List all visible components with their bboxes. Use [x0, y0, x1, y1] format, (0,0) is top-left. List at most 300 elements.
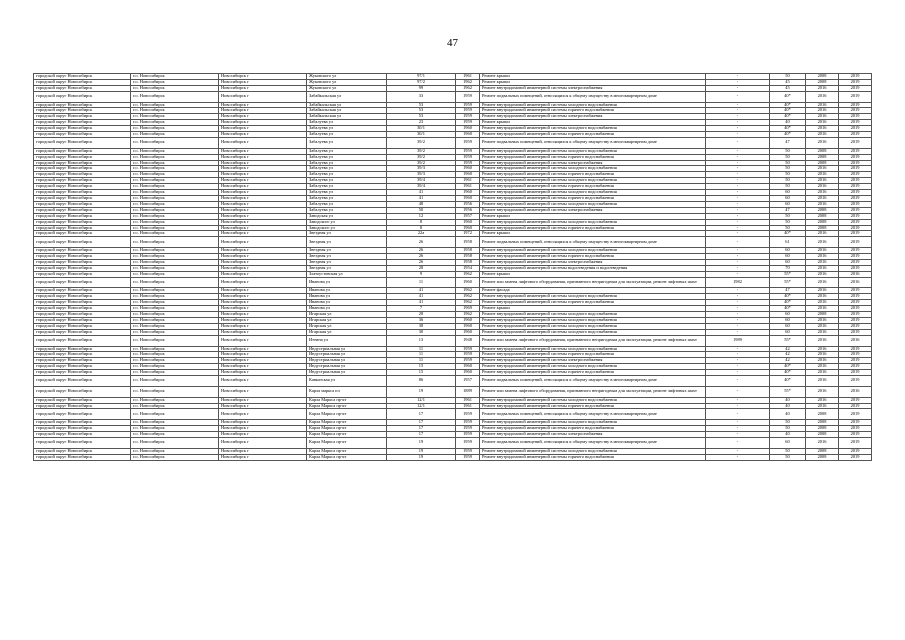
street-cell: Забайкальская ул [307, 108, 387, 114]
col-i-cell: 47 [770, 288, 806, 294]
year-cell: 1959 [456, 108, 480, 114]
street-cell: Индустриальная ул [307, 370, 387, 376]
plan-start-cell: 2008 [806, 426, 839, 432]
house-cell: 9 [387, 271, 456, 277]
plan-start-cell: 2016 [806, 352, 839, 358]
col-h-cell: - [706, 323, 770, 329]
col-i-cell: 61 [770, 237, 806, 248]
work-type-cell: Ремонт внутридомовой инженерной системы электроснабжения [480, 207, 706, 213]
year-cell: 1960 [456, 277, 480, 288]
locality-cell: Новосибирск г [219, 346, 307, 352]
year-cell: 1962 [456, 300, 480, 306]
house-cell: 19 [387, 448, 456, 454]
col-h-cell: - [706, 300, 770, 306]
plan-start-cell: 2016 [806, 184, 839, 190]
locality-cell: Новосибирск г [219, 172, 307, 178]
work-type-cell: Ремонт внутридомовой инженерной системы холодного водоснабжения [480, 102, 706, 108]
house-cell: 23 [387, 120, 456, 126]
work-type-cell: Ремонт внутридомовой инженерной системы электроснабжения [480, 358, 706, 364]
municipality-cell: городской округ Новосибирск [34, 259, 131, 265]
municipality-cell: городской округ Новосибирск [34, 196, 131, 202]
settlement-cell: г.о. Новосибирск [131, 420, 219, 426]
municipality-cell: городской округ Новосибирск [34, 91, 131, 102]
work-type-cell: Ремонт внутридомовой инженерной системы холодного водоснабжения [480, 312, 706, 318]
street-cell: Индустриальная ул [307, 352, 387, 358]
col-h-cell: - [706, 231, 770, 237]
col-i-cell: 50 [770, 213, 806, 219]
street-cell: Забалуева ул [307, 126, 387, 132]
plan-end-cell: 2019 [839, 318, 872, 324]
col-i-cell: 55* [770, 277, 806, 288]
plan-start-cell: 2008 [806, 148, 839, 154]
plan-start-cell: 2016 [806, 102, 839, 108]
settlement-cell: г.о. Новосибирск [131, 306, 219, 312]
locality-cell: Новосибирск г [219, 300, 307, 306]
col-h-cell: - [706, 148, 770, 154]
col-h-cell: - [706, 254, 770, 260]
municipality-cell: городской округ Новосибирск [34, 74, 131, 80]
house-cell: 30 [387, 329, 456, 335]
col-i-cell: 50 [770, 172, 806, 178]
plan-start-cell: 2016 [806, 132, 839, 138]
col-i-cell: 50 [770, 448, 806, 454]
municipality-cell: городской округ Новосибирск [34, 254, 131, 260]
street-cell: Звездная ул [307, 237, 387, 248]
year-cell: 1956 [456, 201, 480, 207]
year-cell: 1960 [456, 196, 480, 202]
municipality-cell: городской округ Новосибирск [34, 132, 131, 138]
work-type-cell: Ремонт или замена лифтового оборудования, признанного непригодным для эксплуатации, ремонт лифтовых шахт [480, 386, 706, 397]
col-i-cell: 50 [770, 426, 806, 432]
municipality-cell: городской округ Новосибирск [34, 312, 131, 318]
col-h-cell: - [706, 312, 770, 318]
col-i-cell: 60 [770, 318, 806, 324]
locality-cell: Новосибирск г [219, 231, 307, 237]
municipality-cell: городской округ Новосибирск [34, 306, 131, 312]
plan-start-cell: 2008 [806, 160, 839, 166]
capital-repair-table [33, 73, 872, 461]
work-type-cell: Ремонт внутридомовой инженерной системы горячего водоснабжения [480, 352, 706, 358]
settlement-cell: г.о. Новосибирск [131, 346, 219, 352]
settlement-cell: г.о. Новосибирск [131, 397, 219, 403]
table-row [34, 137, 872, 148]
year-cell: 1962 [456, 294, 480, 300]
col-i-cell: 55* [770, 386, 806, 397]
municipality-cell: городской округ Новосибирск [34, 219, 131, 225]
house-cell: 50 [387, 207, 456, 213]
year-cell: 1959 [456, 448, 480, 454]
settlement-cell: г.о. Новосибирск [131, 335, 219, 346]
locality-cell: Новосибирск г [219, 114, 307, 120]
plan-end-cell: 2019 [839, 120, 872, 126]
year-cell: 1959 [456, 420, 480, 426]
work-type-cell: Ремонт внутридомовой инженерной системы электроснабжения [480, 259, 706, 265]
house-cell: 39/3 [387, 166, 456, 172]
house-cell: 30/1 [387, 132, 456, 138]
locality-cell: Новосибирск г [219, 85, 307, 91]
street-cell: Заводского ул [307, 225, 387, 231]
work-type-cell: Ремонт внутридомовой инженерной системы горячего водоснабжения [480, 370, 706, 376]
plan-end-cell: 2019 [839, 225, 872, 231]
year-cell: 1889 [456, 386, 480, 397]
settlement-cell: г.о. Новосибирск [131, 154, 219, 160]
plan-end-cell: 2019 [839, 346, 872, 352]
plan-end-cell: 2019 [839, 154, 872, 160]
street-cell: Жуковского ул [307, 85, 387, 91]
col-h-cell: - [706, 137, 770, 148]
plan-start-cell: 2016 [806, 166, 839, 172]
municipality-cell: городской округ Новосибирск [34, 420, 131, 426]
col-i-cell: 60 [770, 254, 806, 260]
house-cell: 19 [387, 454, 456, 460]
col-h-cell: - [706, 213, 770, 219]
work-type-cell: Ремонт крыши [480, 271, 706, 277]
house-cell: 19 [387, 386, 456, 397]
year-cell: 1960 [456, 126, 480, 132]
year-cell: 1960 [456, 219, 480, 225]
year-cell: 1962 [456, 312, 480, 318]
settlement-cell: г.о. Новосибирск [131, 213, 219, 219]
year-cell: 1962 [456, 288, 480, 294]
municipality-cell: городской округ Новосибирск [34, 190, 131, 196]
municipality-cell: городской округ Новосибирск [34, 352, 131, 358]
plan-end-cell: 2019 [839, 358, 872, 364]
col-h-cell: - [706, 160, 770, 166]
plan-start-cell: 2016 [806, 277, 839, 288]
col-h-cell: - [706, 352, 770, 358]
house-cell: 41 [387, 288, 456, 294]
settlement-cell: г.о. Новосибирск [131, 312, 219, 318]
house-cell: 39/3 [387, 172, 456, 178]
col-i-cell: 45 [770, 85, 806, 91]
plan-start-cell: 2016 [806, 254, 839, 260]
street-cell: Карла маркса пл [307, 386, 387, 397]
plan-start-cell: 2016 [806, 265, 839, 271]
street-cell: Индустриальная ул [307, 346, 387, 352]
col-h-cell: 1982 [706, 277, 770, 288]
house-cell: 41 [387, 196, 456, 202]
street-cell: Звездная ул [307, 265, 387, 271]
plan-start-cell: 2016 [806, 323, 839, 329]
plan-start-cell: 2016 [806, 120, 839, 126]
year-cell: 1959 [456, 409, 480, 420]
street-cell: Забалуева ул [307, 154, 387, 160]
work-type-cell: Ремонт внутридомовой инженерной системы холодного водоснабжения [480, 420, 706, 426]
col-i-cell: 60 [770, 329, 806, 335]
plan-end-cell: 2016 [839, 335, 872, 346]
settlement-cell: г.о. Новосибирск [131, 120, 219, 126]
house-cell: 53 [387, 102, 456, 108]
house-cell: 39/4 [387, 178, 456, 184]
col-i-cell: 40* [770, 231, 806, 237]
work-type-cell: Ремонт крыши [480, 231, 706, 237]
year-cell: 1959 [456, 148, 480, 154]
table-row [34, 237, 872, 248]
house-cell: 26 [387, 248, 456, 254]
locality-cell: Новосибирск г [219, 201, 307, 207]
locality-cell: Новосибирск г [219, 409, 307, 420]
municipality-cell: городской округ Новосибирск [34, 294, 131, 300]
locality-cell: Новосибирск г [219, 376, 307, 387]
plan-start-cell: 2008 [806, 448, 839, 454]
settlement-cell: г.о. Новосибирск [131, 432, 219, 438]
plan-end-cell: 2019 [839, 190, 872, 196]
municipality-cell: городской округ Новосибирск [34, 237, 131, 248]
plan-end-cell: 2019 [839, 178, 872, 184]
plan-end-cell: 2019 [839, 213, 872, 219]
col-h-cell: - [706, 403, 770, 409]
plan-end-cell: 2019 [839, 201, 872, 207]
col-i-cell: 40* [770, 294, 806, 300]
col-h-cell: - [706, 386, 770, 397]
settlement-cell: г.о. Новосибирск [131, 454, 219, 460]
plan-start-cell: 2016 [806, 294, 839, 300]
work-type-cell: Ремонт крыши [480, 74, 706, 80]
house-cell: 99 [387, 85, 456, 91]
settlement-cell: г.о. Новосибирск [131, 178, 219, 184]
plan-start-cell: 2016 [806, 403, 839, 409]
locality-cell: Новосибирск г [219, 160, 307, 166]
col-h-cell: - [706, 271, 770, 277]
locality-cell: Новосибирск г [219, 178, 307, 184]
locality-cell: Новосибирск г [219, 225, 307, 231]
municipality-cell: городской округ Новосибирск [34, 85, 131, 91]
col-h-cell: - [706, 248, 770, 254]
work-type-cell: Ремонт внутридомовой инженерной системы горячего водоснабжения [480, 300, 706, 306]
col-i-cell: 50 [770, 454, 806, 460]
col-h-cell: - [706, 437, 770, 448]
plan-end-cell: 2019 [839, 300, 872, 306]
work-type-cell: Ремонт крыши [480, 306, 706, 312]
plan-start-cell: 2016 [806, 237, 839, 248]
settlement-cell: г.о. Новосибирск [131, 196, 219, 202]
plan-end-cell: 2019 [839, 448, 872, 454]
locality-cell: Новосибирск г [219, 237, 307, 248]
plan-end-cell: 2019 [839, 196, 872, 202]
municipality-cell: городской округ Новосибирск [34, 108, 131, 114]
plan-end-cell: 2019 [839, 288, 872, 294]
work-type-cell: Ремонт крыши [480, 213, 706, 219]
col-h-cell: - [706, 318, 770, 324]
col-h-cell: - [706, 126, 770, 132]
street-cell: Карла Маркса пр-кт [307, 409, 387, 420]
year-cell: 1958 [456, 254, 480, 260]
plan-start-cell: 2008 [806, 432, 839, 438]
municipality-cell: городской округ Новосибирск [34, 225, 131, 231]
work-type-cell: Ремонт подвальных помещений, относящихся к общему имуществу в многоквартирном доме [480, 137, 706, 148]
year-cell: 1954 [456, 265, 480, 271]
locality-cell: Новосибирск г [219, 386, 307, 397]
year-cell: 1962 [456, 79, 480, 85]
plan-start-cell: 2008 [806, 219, 839, 225]
municipality-cell: городской округ Новосибирск [34, 126, 131, 132]
locality-cell: Новосибирск г [219, 358, 307, 364]
plan-start-cell: 2016 [806, 178, 839, 184]
work-type-cell: Ремонт внутридомовой инженерной системы горячего водоснабжения [480, 172, 706, 178]
house-cell: 26 [387, 259, 456, 265]
col-h-cell: - [706, 114, 770, 120]
municipality-cell: городской округ Новосибирск [34, 265, 131, 271]
col-h-cell: - [706, 154, 770, 160]
col-h-cell: - [706, 237, 770, 248]
house-cell: 26 [387, 237, 456, 248]
house-cell: 12 [387, 213, 456, 219]
street-cell: Индустриальная ул [307, 364, 387, 370]
col-h-cell: - [706, 85, 770, 91]
plan-end-cell: 2019 [839, 126, 872, 132]
work-type-cell: Ремонт внутридомовой инженерной системы горячего водоснабжения [480, 403, 706, 409]
house-cell: 86 [387, 376, 456, 387]
col-i-cell: 60 [770, 248, 806, 254]
plan-start-cell: 2016 [806, 85, 839, 91]
locality-cell: Новосибирск г [219, 397, 307, 403]
municipality-cell: городской округ Новосибирск [34, 437, 131, 448]
plan-start-cell: 2016 [806, 335, 839, 346]
col-h-cell: - [706, 166, 770, 172]
house-cell: 19 [387, 437, 456, 448]
plan-start-cell: 2016 [806, 358, 839, 364]
locality-cell: Новосибирск г [219, 352, 307, 358]
settlement-cell: г.о. Новосибирск [131, 160, 219, 166]
col-h-cell: - [706, 420, 770, 426]
plan-end-cell: 2019 [839, 219, 872, 225]
work-type-cell: Ремонт внутридомовой инженерной системы холодного водоснабжения [480, 364, 706, 370]
plan-start-cell: 2016 [806, 306, 839, 312]
col-h-cell: - [706, 74, 770, 80]
col-h-cell: - [706, 132, 770, 138]
col-i-cell: 60 [770, 323, 806, 329]
col-h-cell: - [706, 329, 770, 335]
street-cell: Игарская ул [307, 329, 387, 335]
plan-start-cell: 2016 [806, 346, 839, 352]
work-type-cell: Ремонт внутридомовой инженерной системы электроснабжения [480, 114, 706, 120]
year-cell: 1960 [456, 370, 480, 376]
municipality-cell: городской округ Новосибирск [34, 323, 131, 329]
settlement-cell: г.о. Новосибирск [131, 271, 219, 277]
settlement-cell: г.о. Новосибирск [131, 74, 219, 80]
municipality-cell: городской округ Новосибирск [34, 160, 131, 166]
settlement-cell: г.о. Новосибирск [131, 132, 219, 138]
municipality-cell: городской округ Новосибирск [34, 120, 131, 126]
table-row [34, 409, 872, 420]
col-i-cell: 50 [770, 154, 806, 160]
plan-start-cell: 2016 [806, 248, 839, 254]
year-cell: 1961 [456, 178, 480, 184]
street-cell: Забалуева ул [307, 160, 387, 166]
plan-end-cell: 2019 [839, 172, 872, 178]
street-cell: Звездная ул [307, 231, 387, 237]
year-cell: 1959 [456, 437, 480, 448]
work-type-cell: Ремонт внутридомовой инженерной системы горячего водоснабжения [480, 108, 706, 114]
plan-end-cell: 2019 [839, 207, 872, 213]
work-type-cell: Ремонт внутридомовой инженерной системы горячего водоснабжения [480, 454, 706, 460]
work-type-cell: Ремонт внутридомовой инженерной системы горячего водоснабжения [480, 154, 706, 160]
year-cell: 1959 [456, 102, 480, 108]
municipality-cell: городской округ Новосибирск [34, 166, 131, 172]
work-type-cell: Ремонт внутридомовой инженерной системы холодного водоснабжения [480, 294, 706, 300]
house-cell: 12/1 [387, 403, 456, 409]
work-type-cell: Ремонт крыши [480, 79, 706, 85]
plan-start-cell: 2016 [806, 318, 839, 324]
house-cell: 38 [387, 323, 456, 329]
settlement-cell: г.о. Новосибирск [131, 386, 219, 397]
col-i-cell: 50 [770, 420, 806, 426]
col-h-cell: - [706, 201, 770, 207]
year-cell: 1956 [456, 207, 480, 213]
year-cell: 1960 [456, 166, 480, 172]
plan-start-cell: 2016 [806, 364, 839, 370]
plan-end-cell: 2019 [839, 403, 872, 409]
street-cell: Звездная ул [307, 248, 387, 254]
plan-end-cell: 2019 [839, 132, 872, 138]
plan-start-cell: 2016 [806, 386, 839, 397]
locality-cell: Новосибирск г [219, 432, 307, 438]
municipality-cell: городской округ Новосибирск [34, 448, 131, 454]
settlement-cell: г.о. Новосибирск [131, 166, 219, 172]
plan-end-cell: 2019 [839, 397, 872, 403]
street-cell: Забайкальская ул [307, 102, 387, 108]
plan-start-cell: 2016 [806, 196, 839, 202]
col-h-cell: - [706, 172, 770, 178]
settlement-cell: г.о. Новосибирск [131, 358, 219, 364]
plan-start-cell: 2016 [806, 172, 839, 178]
settlement-cell: г.о. Новосибирск [131, 91, 219, 102]
col-i-cell: 60 [770, 437, 806, 448]
plan-start-cell: 2016 [806, 271, 839, 277]
locality-cell: Новосибирск г [219, 102, 307, 108]
plan-end-cell: 2019 [839, 148, 872, 154]
municipality-cell: городской округ Новосибирск [34, 172, 131, 178]
plan-start-cell: 2008 [806, 420, 839, 426]
plan-start-cell: 2016 [806, 376, 839, 387]
settlement-cell: г.о. Новосибирск [131, 323, 219, 329]
plan-start-cell: 2008 [806, 312, 839, 318]
work-type-cell: Ремонт внутридомовой инженерной системы горячего водоснабжения [480, 426, 706, 432]
col-i-cell: 55* [770, 271, 806, 277]
plan-end-cell: 2019 [839, 426, 872, 432]
plan-start-cell: 2016 [806, 108, 839, 114]
street-cell: Кавказская ул [307, 376, 387, 387]
locality-cell: Новосибирск г [219, 277, 307, 288]
locality-cell: Новосибирск г [219, 166, 307, 172]
municipality-cell: городской округ Новосибирск [34, 184, 131, 190]
work-type-cell: Ремонт внутридомовой инженерной системы горячего водоснабжения [480, 184, 706, 190]
locality-cell: Новосибирск г [219, 154, 307, 160]
col-i-cell: 60 [770, 196, 806, 202]
house-cell: 48 [387, 201, 456, 207]
settlement-cell: г.о. Новосибирск [131, 207, 219, 213]
plan-end-cell: 2019 [839, 329, 872, 335]
plan-start-cell: 2016 [806, 126, 839, 132]
year-cell: 1960 [456, 329, 480, 335]
plan-end-cell: 2019 [839, 79, 872, 85]
col-i-cell: 40* [770, 114, 806, 120]
col-h-cell: - [706, 259, 770, 265]
house-cell: 15 [387, 370, 456, 376]
col-h-cell: - [706, 346, 770, 352]
col-i-cell: 45 [770, 79, 806, 85]
year-cell: 1958 [456, 237, 480, 248]
municipality-cell: городской округ Новосибирск [34, 201, 131, 207]
street-cell: Заводского ул [307, 219, 387, 225]
locality-cell: Новосибирск г [219, 318, 307, 324]
work-type-cell: Ремонт внутридомовой инженерной системы холодного водоснабжения [480, 219, 706, 225]
house-cell: 53 [387, 114, 456, 120]
plan-end-cell: 2019 [839, 323, 872, 329]
work-type-cell: Ремонт внутридомовой инженерной системы холодного водоснабжения [480, 166, 706, 172]
street-cell: Жуковского ул [307, 74, 387, 80]
col-i-cell: 50 [770, 160, 806, 166]
